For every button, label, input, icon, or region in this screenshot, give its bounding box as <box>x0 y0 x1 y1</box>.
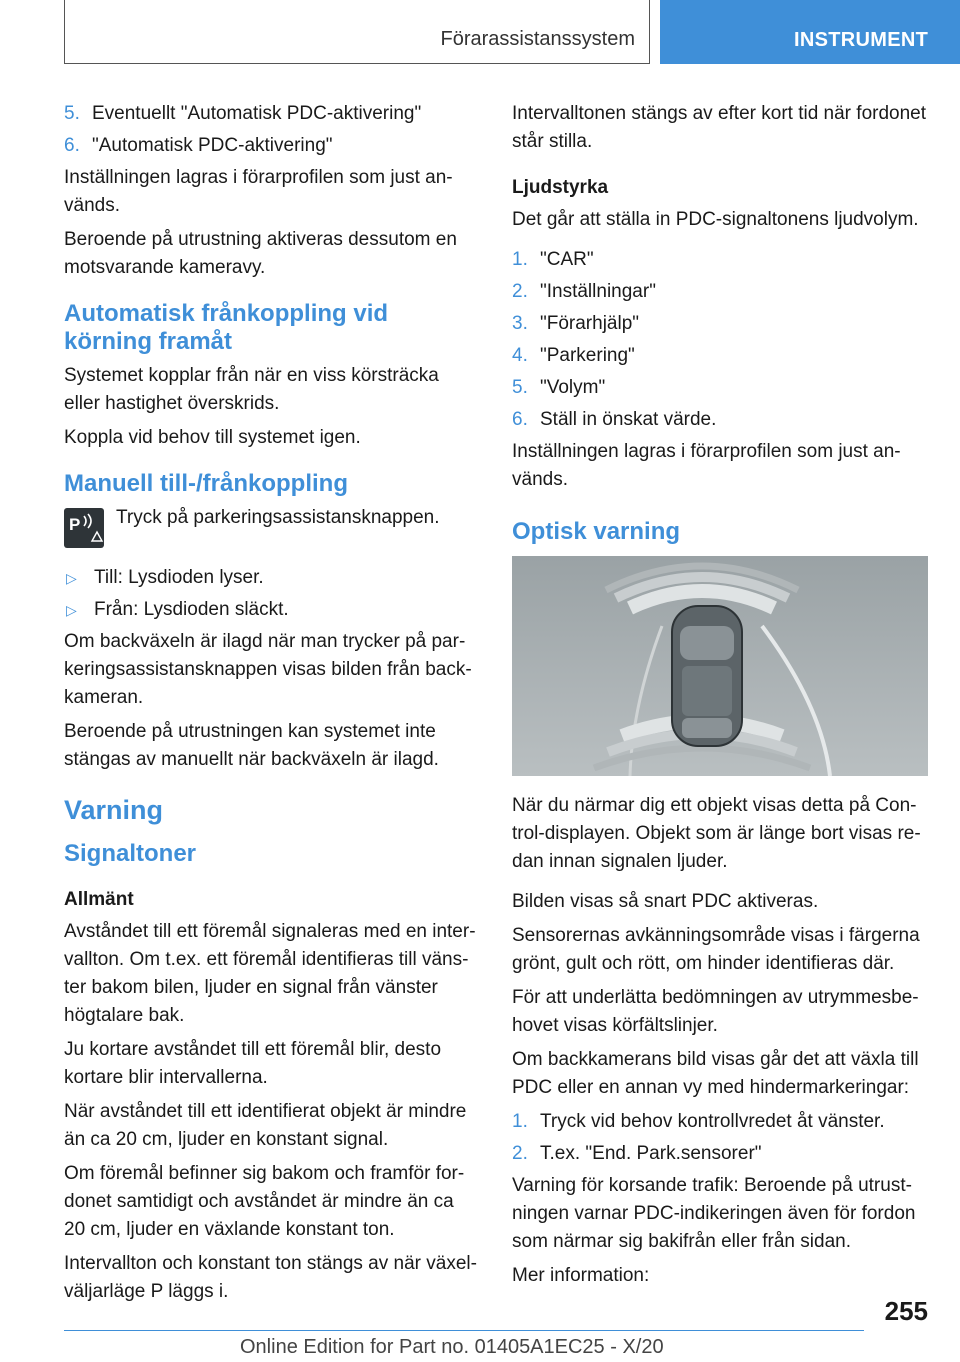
heading-signal-tones: Signaltoner <box>64 840 197 867</box>
step-text: "Parkering" <box>540 345 635 366</box>
step-text: "Automatisk PDC-aktivering" <box>92 135 333 156</box>
list-item <box>512 310 928 338</box>
bullet-text: Från: Lysdioden släckt. <box>94 599 289 620</box>
paragraph: Avståndet till ett föremål signaleras med en inter-vallton. Om t.ex. ett föremål identifieras till väns-ter bakom bilen, ljuder en signal från vänster högtalare bak. <box>64 921 476 1026</box>
list-item <box>64 100 478 128</box>
page-number: 255 <box>884 1296 928 1326</box>
paragraph: Ju kortare avståndet till ett föremål blir, desto kortare blir intervallerna. <box>64 1039 442 1088</box>
paragraph: Varning för korsande trafik: Beroende på utrust-ningen varnar PDC-indikeringen även för fordon som närmar sig bakifrån eller från sidan. <box>512 1175 916 1252</box>
step-text: T.ex. "End. Park.sensorer" <box>540 1143 762 1164</box>
list-item <box>512 406 928 434</box>
step-text: "Volym" <box>540 377 606 398</box>
parking-assist-button-icon <box>64 508 104 548</box>
list-item <box>512 1108 928 1136</box>
paragraph: Beroende på utrustning aktiveras dessutom en motsvarande kameravy. <box>64 229 457 278</box>
triangle-bullet-icon: ▷ <box>66 570 77 586</box>
heading-volume: Ljudstyrka <box>512 177 609 198</box>
paragraph: För att underlätta bedömningen av utrymmesbe-hovet visas körfältslinjer. <box>512 987 919 1036</box>
step-number: 2. <box>512 281 528 302</box>
paragraph: Koppla vid behov till systemet igen. <box>64 427 361 448</box>
heading-general: Allmänt <box>64 889 134 910</box>
bullet-item <box>64 596 478 624</box>
list-item <box>512 374 928 402</box>
step-number: 6. <box>64 135 80 156</box>
left-column <box>64 100 478 1312</box>
chapter-tab-label: INSTRUMENT <box>794 29 929 51</box>
section-title: Förarassistanssystem <box>440 28 635 50</box>
step-number: 1. <box>512 1111 528 1132</box>
step-text: Eventuellt "Automatisk PDC-aktivering" <box>92 103 422 124</box>
header-box <box>64 0 650 64</box>
paragraph: Bilden visas så snart PDC aktiveras. <box>512 891 819 912</box>
button-instruction <box>64 504 478 548</box>
paragraph: Inställningen lagras i förarprofilen som just an-vänds. <box>64 167 453 216</box>
paragraph: När du närmar dig ett objekt visas detta på Con-trol-displayen. Objekt som är länge bort visas re-dan innan signalen ljuder. <box>512 795 921 872</box>
heading-auto-disconnect: Automatisk frånkoppling vid körning framåt <box>64 300 389 355</box>
step-text: "Inställningar" <box>540 281 656 302</box>
paragraph: Inställningen lagras i förarprofilen som just an-vänds. <box>512 441 901 490</box>
step-number: 1. <box>512 249 528 270</box>
list-item <box>64 132 478 160</box>
list-item <box>512 342 928 370</box>
step-number: 4. <box>512 345 528 366</box>
step-text: Ställ in önskat värde. <box>540 409 717 430</box>
triangle-bullet-icon: ▷ <box>66 602 77 618</box>
paragraph: Om föremål befinner sig bakom och framför for-donet samtidigt och avståndet är mindre än ca 20 cm, ljuder en växlande konstant ton. <box>64 1163 465 1240</box>
paragraph: Sensorernas avkänningsområde visas i färgerna grönt, gult och rött, om hinder identifieras där. <box>512 925 920 974</box>
step-text: Tryck vid behov kontrollvredet åt vänster. <box>540 1111 885 1132</box>
bullet-item <box>64 564 478 592</box>
heading-optical-warning: Optisk varning <box>512 518 681 545</box>
step-number: 6. <box>512 409 528 430</box>
bullet-text: Till: Lysdioden lyser. <box>94 567 264 588</box>
step-text: "CAR" <box>540 249 594 270</box>
right-column <box>512 100 928 1296</box>
step-number: 3. <box>512 313 528 334</box>
paragraph: När avståndet till ett identifierat objekt är mindre än ca 20 cm, ljuder en konstant signal. <box>64 1101 467 1150</box>
paragraph: Intervalltonen stängs av efter kort tid när fordonet står stilla. <box>512 103 927 152</box>
paragraph: Intervallton och konstant ton stängs av när växel-väljarläge P läggs i. <box>64 1253 477 1302</box>
footer-divider <box>64 1330 864 1331</box>
paragraph: Systemet kopplar från när en viss körsträcka eller hastighet överskrids. <box>64 365 439 414</box>
list-item <box>512 278 928 306</box>
heading-manual: Manuell till-/frånkoppling <box>64 470 348 497</box>
button-instruction-text: Tryck på parkeringsassistansknappen. <box>116 507 440 528</box>
step-number: 5. <box>64 103 80 124</box>
svg-text:P: P <box>69 515 81 534</box>
step-text: "Förarhjälp" <box>540 313 640 334</box>
list-item <box>512 246 928 274</box>
chapter-tab <box>660 0 960 64</box>
paragraph: Om backkamerans bild visas går det att växla till PDC eller en annan vy med hindermarkeringar: <box>512 1049 919 1098</box>
paragraph: Beroende på utrustningen kan systemet inte stängas av manuellt när backväxeln är ilagd. <box>64 721 439 770</box>
list-item <box>512 1140 928 1168</box>
step-number: 2. <box>512 1143 528 1164</box>
footer-edition: Online Edition for Part no. 01405A1EC25 - X/20 <box>240 1336 664 1358</box>
step-number: 5. <box>512 377 528 398</box>
paragraph: Det går att ställa in PDC-signaltonens ljudvolym. <box>512 209 919 230</box>
paragraph: Om backväxeln är ilagd när man trycker på par-keringsassistansknappen visas bilden från back-kameran. <box>64 631 472 708</box>
pdc-car-illustration <box>512 556 928 776</box>
heading-warning: Varning <box>64 795 164 825</box>
paragraph: Mer information: <box>512 1265 650 1286</box>
